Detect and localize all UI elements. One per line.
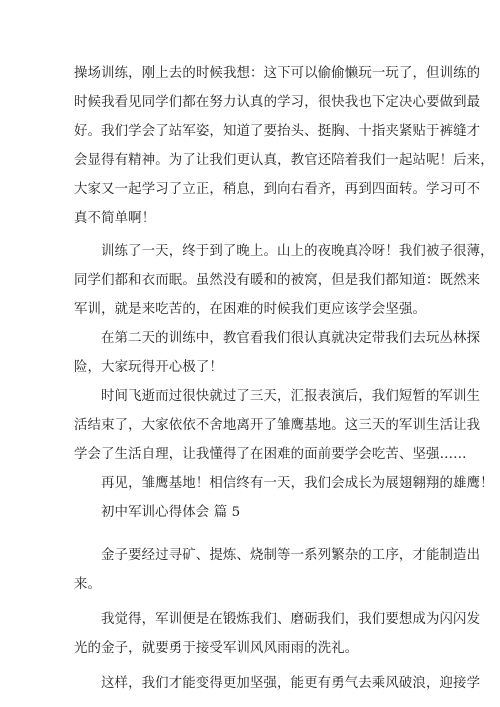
- paragraph-line: 时间飞逝而过很快就过了三天，汇报表演后，我们短暂的军训生: [101, 389, 481, 404]
- paragraph-line: 金子要经过寻矿、提炼、烧制等一系列繁杂的工序，才能制造出: [101, 548, 481, 563]
- paragraph-line: 好。我们学会了站军姿，知道了要抬头、挺胸、十指夹紧贴于裤缝才: [74, 124, 481, 139]
- paragraph-line: 险，大家玩得开心极了！: [74, 360, 223, 375]
- paragraph-line: 学会了生活自理，让我懂得了在困难的面前要学会吃苦、坚强……: [74, 447, 467, 462]
- paragraph-line: 操场训练，刚上去的时候我想：这下可以偷偷懒玩一玩了，但训练的: [74, 66, 481, 81]
- paragraph-line: 光的金子，就要勇于接受军训风风雨雨的洗礼。: [74, 641, 359, 656]
- section-heading: 初中军训心得体会 篇 5: [101, 505, 241, 520]
- paragraph-line: 活结束了，大家依依不舍地离开了雏鹰基地。这三天的军训生活让我: [74, 418, 481, 433]
- paragraph-line: 这样，我们才能变得更加坚强，能更有勇气去乘风破浪，迎接学: [101, 676, 481, 691]
- paragraph-line: 时候我看见同学们都在努力认真的学习，很快我也下定决心要做到最: [74, 95, 481, 110]
- paragraph-line: 我觉得，军训便是在锻炼我们、磨砺我们，我们要想成为闪闪发: [101, 612, 481, 627]
- paragraph-line: 真不简单啊！: [74, 211, 156, 226]
- paragraph-line: 大家又一起学习了立正，稍息，到向右看齐，再到四面转。学习可不: [74, 182, 481, 197]
- paragraph-line: 在第二天的训练中，教官看我们很认真就决定带我们去玩丛林探: [101, 331, 481, 346]
- paragraph-line: 来。: [74, 577, 102, 592]
- paragraph-line: 训练了一天，终于到了晚上。山上的夜晚真冷呀！我们被子很薄，: [101, 244, 494, 259]
- paragraph-line: 会显得有精神。为了让我们更认真，教官还陪着我们一起站呢！后来，: [74, 153, 494, 168]
- paragraph-line: 同学们都和衣而眠。虽然没有暖和的被窝，但是我们都知道：既然来: [74, 273, 481, 288]
- paragraph-line: 军训，就是来吃苦的，在困难的时候我们更应该学会坚强。: [74, 302, 427, 317]
- paragraph-line: 再见，雏鹰基地！相信终有一天，我们会成长为展翅翱翔的雄鹰！: [101, 476, 494, 491]
